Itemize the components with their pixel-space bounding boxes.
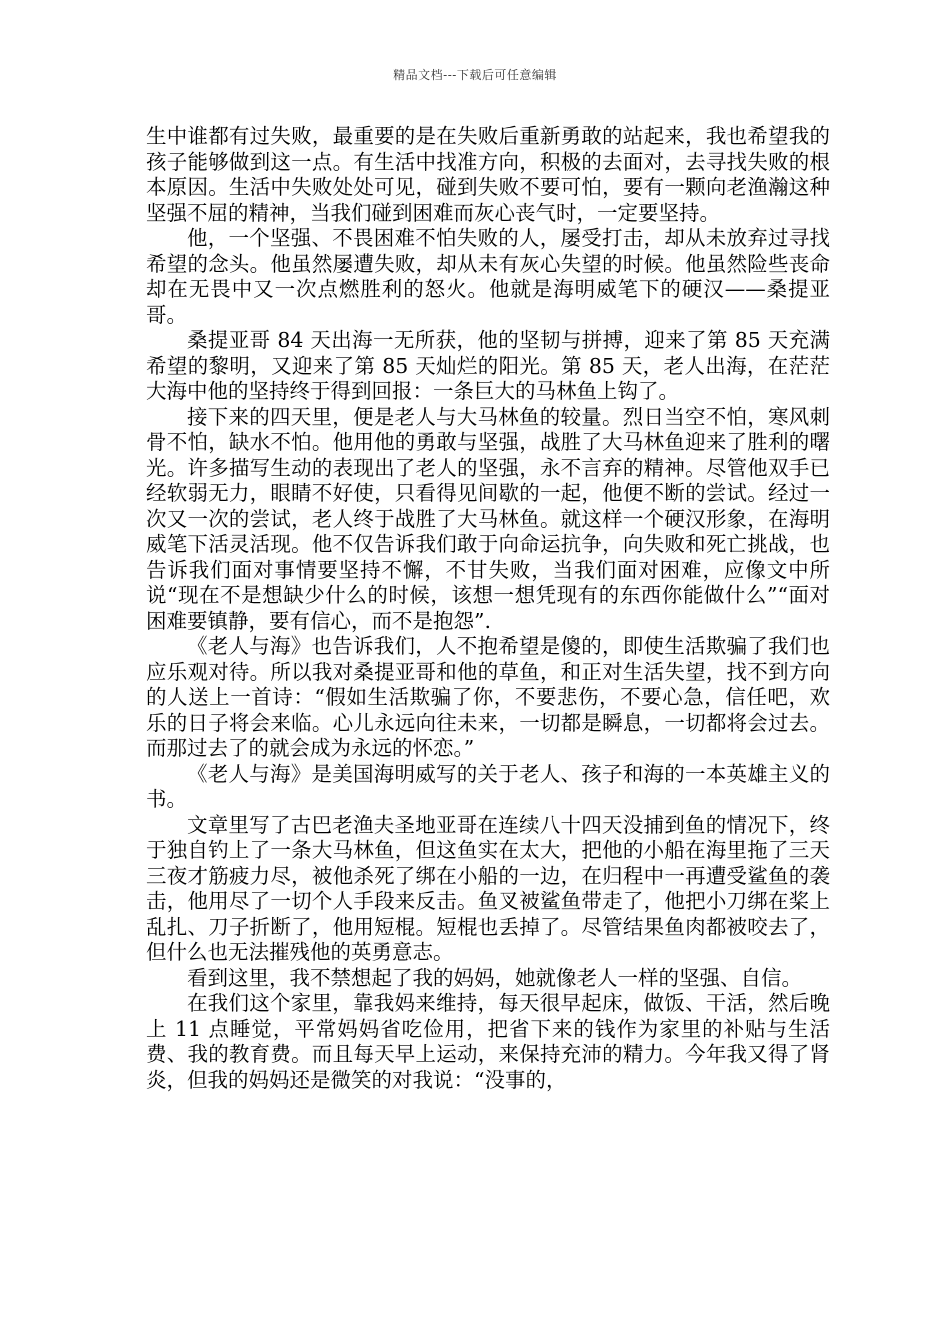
- page-header: 精品文档---下载后可任意编辑: [393, 68, 557, 82]
- paragraph-5: 《老人与海》也告诉我们，人不抱希望是傻的，即使生活欺骗了我们也应乐观对待。所以我对桑提亚哥和他的草鱼，和正对生活失望，找不到方向的人送上一首诗：“假如生活欺骗了你，不要悲伤，不要心急，信任吧，欢乐的日子将会来临。心儿永远向往未来，一切都是瞬息，一切都将会过去。而那过去了的就会成为永远的怀恋。”: [146, 634, 830, 760]
- document-body: [146, 124, 830, 1093]
- paragraph-1: 生中谁都有过失败，最重要的是在失败后重新勇敢的站起来，我也希望我的孩子能够做到这一点。有生活中找准方向，积极的去面对，去寻找失败的根本原因。生活中失败处处可见，碰到失败不要可怕，要有一颗向老渔瀚这种坚强不屈的精神，当我们碰到困难而灰心丧气时，一定要坚持。: [146, 124, 830, 225]
- paragraph-6: 《老人与海》是美国海明威写的关于老人、孩子和海的一本英雄主义的书。: [146, 761, 830, 811]
- paragraph-8: 看到这里，我不禁想起了我的妈妈，她就像老人一样的坚强、自信。: [187, 965, 802, 990]
- paragraph-9: 在我们这个家里，靠我妈来维持，每天很早起床，做饭、干活，然后晚上 11 点睡觉，平常妈妈省吃俭用，把省下来的钱作为家里的补贴与生活费、我的教育费。而且每天早上运动，来保持充沛的精力。今年我又得了肾炎，但我的妈妈还是微笑的对我说：“没事的，: [146, 991, 830, 1092]
- paragraph-2: 他，一个坚强、不畏困难不怕失败的人，屡受打击，却从未放弃过寻找希望的念头。他虽然屡遭失败，却从未有灰心失望的时候。他虽然险些丧命却在无畏中又一次点燃胜利的怒火。他就是海明威笔下的硬汉——桑提亚哥。: [146, 226, 830, 327]
- paragraph-3: 桑提亚哥 84 天出海一无所获，他的坚韧与拼搏，迎来了第 85 天充满希望的黎明，又迎来了第 85 天灿烂的阳光。第 85 天，老人出海，在茫茫大海中他的坚持终于得到回报：一条巨大的马林鱼上钩了。: [146, 328, 830, 403]
- paragraph-7: 文章里写了古巴老渔夫圣地亚哥在连续八十四天没捕到鱼的情况下，终于独自钓上了一条大马林鱼，但这鱼实在太大，把他的小船在海里拖了三天三夜才筋疲力尽，被他杀死了绑在小船的一边，在归程中一再遭受鲨鱼的袭击，他用尽了一切个人手段来反击。鱼叉被鲨鱼带走了，他把小刀绑在桨上乱扎、刀子折断了，他用短棍。短棍也丢掉了。尽管结果鱼肉都被咬去了，但什么也无法摧残他的英勇意志。: [146, 812, 830, 964]
- paragraph-4: 接下来的四天里，便是老人与大马林鱼的较量。烈日当空不怕，寒风刺骨不怕，缺水不怕。他用他的勇敢与坚强，战胜了大马林鱼迎来了胜利的曙光。许多描写生动的表现出了老人的坚强，永不言弃的精神。尽管他双手已经软弱无力，眼睛不好使，只看得见间歇的一起，他便不断的尝试。经过一次又一次的尝试，老人终于战胜了大马林鱼。就这样一个硬汉形象，在海明威笔下活灵活现。他不仅告诉我们敢于向命运抗争，向失败和死亡挑战，也告诉我们面对事情要坚持不懈，不甘失败，当我们面对困难，应像文中所说“现在不是想缺少什么的时候，该想一想凭现有的东西你能做什么”“面对困难要镇静，要有信心，而不是抱怨”.: [146, 404, 830, 633]
